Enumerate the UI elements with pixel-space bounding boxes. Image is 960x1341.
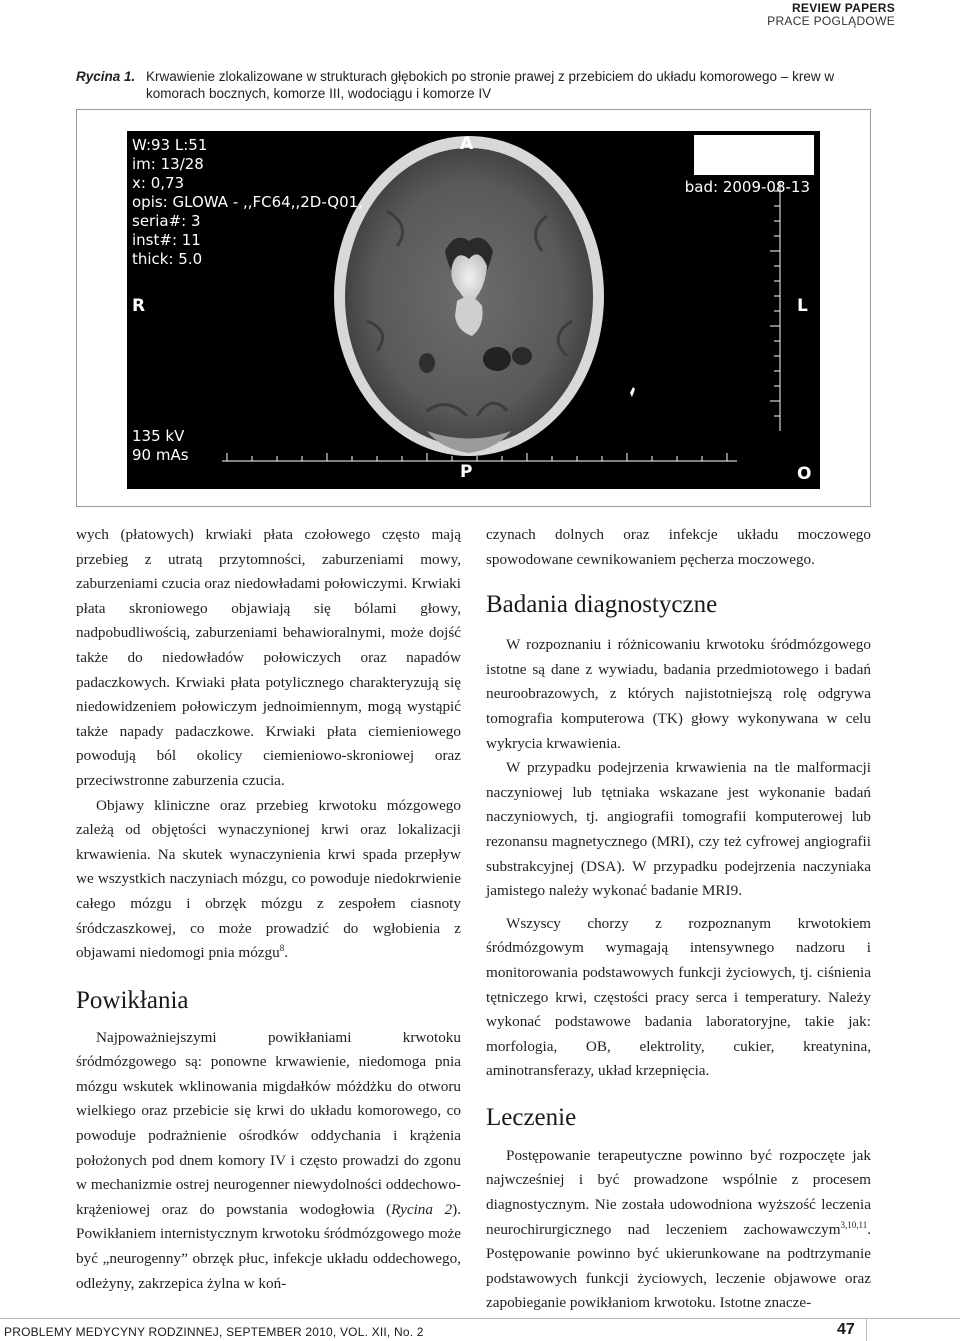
figure-caption [76,68,876,102]
paragraph-continuation: czynach dolnych oraz infekcje układu moczowego spowodowane cewnikowaniem pęcherza moczowego. [486,526,871,568]
orientation-marker-o: O [797,464,812,484]
figure-reference: Rycina 2 [391,1200,453,1218]
figure-caption-text: Krwawienie zlokalizowane w strukturach głębokich po stronie prawej z przebiciem do układu komorowego – krew w komorach bocznych, komorze III, wodociągu i komorze IV [146,69,835,101]
treatment-text: Postępowanie terapeutyczne powinno być rozpoczęte jak najwcześniej i być prowadzone wspólnie z procesem diagnostycznym. Nie została udowodniona wyższość leczenia neurochirurgicznego nad leczeniem zachowawczym [486,1146,871,1238]
paragraph-vascular: W przypadku podejrzenia krwawienia na tle malformacji naczyniowej lub tętniaka wskazane jest wykonanie badań naczyniowych, tj. angiografii tomografii komputerowej lub rezonansu magnetycznego (MRI), czy też cyfrowej angiografii substrakcyjnej (DSA). W przypadku podejrzenia naczyniaka jamistego należy wykonać badanie MRI9. [486,759,871,900]
ct-exam-date: bad: 2009-08-13 [684,178,810,196]
ct-scan-image [127,131,820,489]
section-label-pl: PRACE POGLĄDOWE [767,14,895,28]
clinical-course-text: Objawy kliniczne oraz przebieg krwotoku mózgowego zależą od objętości wynaczynionej krwi oraz lokalizacji krwawienia. Na skutek wynaczynienia krwi spada przepływ we wszystkich naczyniach mózgu, co powoduje niedokrwienie całego mózgu i obrzęk mózgu z zespołem ciasnoty śródczaszkowej, co może prowadzić do wgłobienia z objawami niedomogi pnia mózgu [76,796,461,962]
paragraph-diagnosis: W rozpoznaniu i różnicowaniu krwotoku śródmózgowego istotne są dane z wywiadu, badania przedmiotowego i badań neuroobrazowych, z których najistotniejszą rolę odgrywa tomografia komputerowa (TK) głowy wykonywana w celu wykrycia krwawienia. [486,636,871,752]
paragraph-clinical-course [76,794,461,966]
paragraph-monitoring: Wszyscy chorzy z rozpoznanym krwotokiem śródmózgowym wymagają intensywnego nadzoru i monitorowania podstawowych funkcji życiowych, tj. ciśnienia tętniczego krwi, częstości pracy serca i temperatury. Należy wykonać podstawowe badania laboratoryjne, takie jak: morfologia, OB, elektrolity, cukier, kreatynina, aminotransferazy, układ krzepnięcia. [486,914,871,1080]
section-label-en: REVIEW PAPERS [791,1,895,15]
right-column [486,523,871,1316]
ct-scan-parameters: W:93 L:51 im: 13/28 x: 0,73 opis: GLOWA - ,,FC64,,2D-Q01, seria#: 3 inst#: 11 thick: 5.0 [132,136,363,268]
footer-divider [866,1319,867,1341]
paragraph-treatment [486,1144,871,1316]
figure-label: Rycina 1. [76,69,136,84]
heading-treatment: Leczenie [486,1103,577,1131]
orientation-left: L [797,296,808,316]
heading-diagnostics: Badania diagnostyczne [486,591,718,619]
orientation-anterior: A [460,134,474,154]
figure-frame [76,109,871,507]
citation-ref-multi: 3,10,11 [840,1219,868,1230]
paragraph-complications [76,1026,461,1297]
orientation-right: R [132,296,146,316]
page-number: 47 [837,1321,855,1338]
complications-text: Najpoważniejszymi powikłaniami krwotoku śródmózgowego są: ponowne krwawienie, niedomoga pnia mózgu wskutek wklinowania migdałków móżdżku do otworu wielkiego oraz przebicie się krwi do układu komorowego, co powoduje podrażnienie ośrodków oddychania i krążenia położonych pod dnem komory IV i często prowadzi do zgonu w mechanizmie ostrej neurogenner niewydolności oddechowo-krążeniowej oraz do powstania wodogłowia ( [76,1028,461,1218]
paragraph-hematoma-symptoms: wych (płatowych) krwiaki płata czołowego często mają przebieg z utratą przytomności, zaburzeniami mowy, zaburzeniami czucia oraz niedowładami połowiczymi. Krwiaki płata skroniowego objawiają się bólami głowy, nadpobudliwością, zaburzeniami behawioralnymi, może dojść także do niedowładów połowiczych oraz napadów padaczkowych. Krwiaki płata potylicznego charakteryzują się niedowidzeniem połowiczym jednoimiennym, mogą wystąpić także napady padaczkowe. Krwiaki płata ciemieniowego powodują ból okolicy ciemieniowo-skroniowej oraz przeciwstronne zaburzenia czucia. [76,526,461,789]
heading-complications: Powikłania [76,986,189,1014]
running-header [767,2,895,28]
clinical-course-end: . [284,944,289,962]
treatment-text-cont: . Postępowanie powinno być ukierunkowane na podtrzymanie podstawowych funkcji życiowych, leczenie objawowe oraz zapobieganie powikłaniom krwotoku. Istotne znacze- [486,1220,871,1312]
citation-ref: 8 [279,943,285,954]
page-footer [0,1318,960,1341]
orientation-posterior: P [460,462,473,482]
complications-text-cont: ). Powikłaniem internistycznym krwotoku śródmózgowego może być „neurogenny” obrzęk płuc, infekcje układu oddechowego, odleżyny, zakrzepica żylna w koń- [76,1200,461,1292]
left-column [76,523,461,1296]
redaction-box [694,135,814,175]
journal-citation: PROBLEMY MEDYCYNY RODZINNEJ, SEPTEMBER 2010, VOL. XII, No. 2 [4,1325,424,1339]
ct-exposure-settings: 135 kV 90 mAs [132,427,189,464]
